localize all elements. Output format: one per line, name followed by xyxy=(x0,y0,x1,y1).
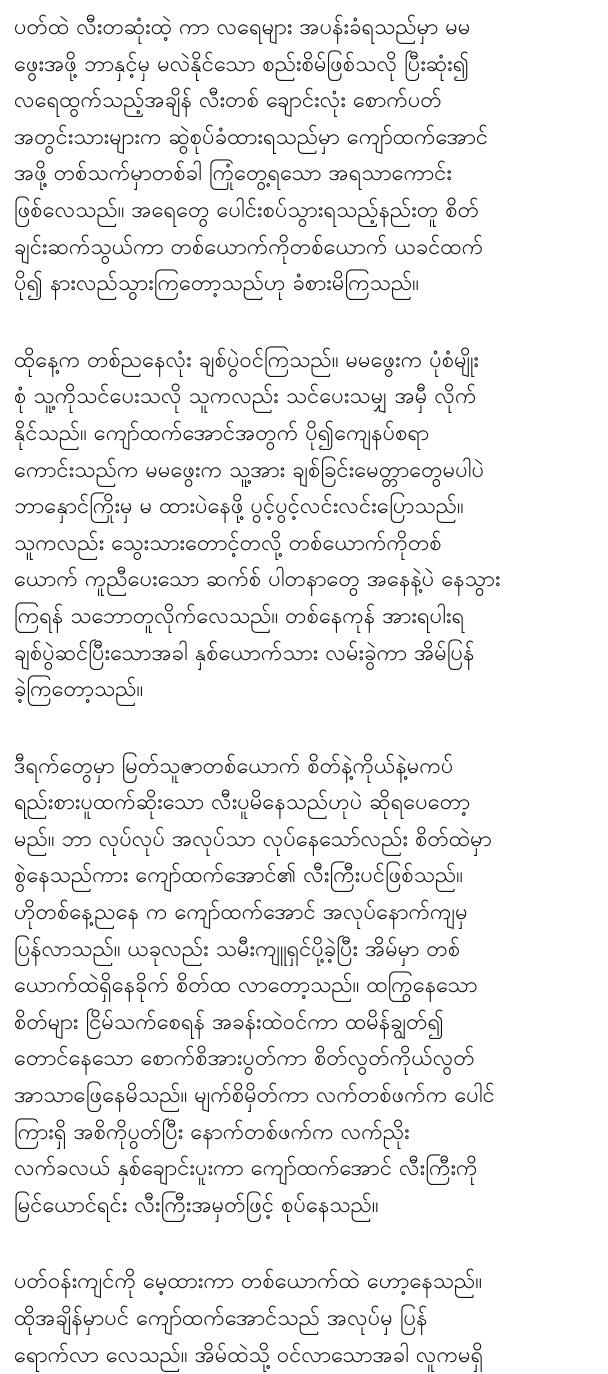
text-line: မည်။ ဘာ လုပ်လုပ် အလုပ်သာ လုပ်နေသော်လည်း စိတ်ထဲမှာ xyxy=(14,826,492,852)
text-line: ရည်းစားပူထက်ဆိုးသော လီးပူမိနေသည်ဟုပဲ ဆိုရပေတော့ xyxy=(14,790,471,816)
text-line: ပို၍ နားလည်သွားကြတော့သည်ဟု ခံစားမိကြသည်။ xyxy=(14,271,419,297)
paragraph-3 xyxy=(14,749,594,1225)
text-line: ဒီရက်တွေမှာ မြတ်သူဇာတစ်ယောက် စိတ်နဲ့ကိုယ်နဲ့မကပ် xyxy=(14,753,454,779)
text-line: သူကလည်း သွေးသားတောင့်တလို့ တစ်ယောက်ကိုတစ် xyxy=(14,530,442,556)
text-line: တောင်နေသော စောက်စိအားပွတ်ကာ စိတ်လွတ်ကိုယ်လွတ် xyxy=(14,1046,475,1072)
text-line: ဟိုတစ်နေ့ညနေ က ကျော်ထက်အောင် အလုပ်နောက်ကျမှ xyxy=(14,900,468,926)
text-line: လရေထွက်သည့်အချိန် လီးတစ် ချောင်းလုံး စောက်ပတ် xyxy=(14,88,442,114)
text-line: ဘာနှောင်ကြိုးမှ မ ထားပဲနေဖို့ ပွင့်ပွင့်လင်းလင်းပြောသည်။ xyxy=(14,494,464,520)
text-line: ကောင်းသည်က မမဖွေးက သူ့အား ချစ်ခြင်းမေတ္တာတွေမပါပဲ xyxy=(14,457,485,483)
text-line: ကြားရှိ အစိကိုပွတ်ပြီး နောက်တစ်ဖက်က လက်ညိုး xyxy=(14,1119,410,1145)
paragraph-4 xyxy=(14,1264,594,1374)
text-line: လက်ခလယ် နှစ်ချောင်းပူးကာ ကျော်ထက်အောင် လီးကြီးကို xyxy=(14,1156,478,1182)
text-line: မြင်ယောင်ရင်း လီးကြီးအမှတ်ဖြင့် စုပ်နေသည်။ xyxy=(14,1192,379,1218)
text-line: ပတ်ဝန်းကျင်ကို မေ့ထားကာ တစ်ယောက်ထဲ ဟော့နေသည်။ xyxy=(14,1269,482,1295)
text-line: ခဲ့ကြတော့သည်။ xyxy=(14,677,144,703)
text-line: ဖွေးအဖို့ ဘာနှင့်မှ မလဲနိုင်သော စည်းစိမ်ဖြစ်သလို ပြီးဆုံး၍ xyxy=(14,51,470,77)
text-line: အဖို့ တစ်သက်မှာတစ်ခါ ကြုံတွေ့ရသော အရသာကောင်း xyxy=(14,161,452,187)
text-line: ယောက်ထဲရှိနေခိုက် စိတ်ထ လာတော့သည်။ ထကြွနေသော xyxy=(14,973,478,999)
text-line: ထိုနေ့က တစ်ညနေလုံး ချစ်ပွဲဝင်ကြသည်။ မမဖွေးက ပုံစံမျိုး xyxy=(14,347,479,373)
text-line: ချစ်ပွဲဆင်ပြီးသောအခါ နှစ်ယောက်သား လမ်းခွဲကာ အိမ်ပြန် xyxy=(14,640,475,666)
text-line: ကြရန် သဘောတူလိုက်လေသည်။ တစ်နေကုန် အားရပါးရ xyxy=(14,603,465,629)
text-line: အတွင်းသားများက ဆွဲစုပ်ခံထားရသည်မှာ ကျော်ထက်အောင် xyxy=(14,124,489,150)
text-line: စွဲနေသည်ကား ကျော်ထက်အောင်၏ လီးကြီးပင်ဖြစ်သည်။ xyxy=(14,863,463,889)
text-line: ဖြစ်လေသည်။ အရေတွေ ပေါင်းစပ်သွားရသည့်နည်းတူ စိတ် xyxy=(14,197,480,223)
text-line: ပတ်ထဲ လီးတဆုံးထဲ့ ကာ လရေများ အပန်းခံရသည်မှာ မမ xyxy=(14,15,471,40)
text-line: ရောက်လာ လေသည်။ အိမ်ထဲသို့ ဝင်လာသောအခါ လူကမရှိ xyxy=(14,1342,484,1368)
paragraph-1 xyxy=(14,10,594,303)
text-line: အာသာဖြေနေမိသည်။ မျက်စိမှိတ်ကာ လက်တစ်ဖက်က ပေါင် xyxy=(14,1083,495,1109)
text-line: ထိုအချိန်မှာပင် ကျော်ထက်အောင်သည် အလုပ်မှ ပြန် xyxy=(14,1306,428,1331)
text-line: စိတ်များ ငြိမ်သက်စေရန် အခန်းထဲဝင်ကာ ထမိန်ချွတ်၍ xyxy=(14,1009,444,1035)
text-line: နိုင်သည်။ ကျော်ထက်အောင်အတွက် ပို၍ကျေနပ်စရာ xyxy=(14,420,430,446)
text-line: ပြန်လာသည်။ ယခုလည်း သမီးကျူရှင်ပို့ခဲ့ပြီး အိမ်မှာ တစ် xyxy=(14,936,461,962)
paragraph-2 xyxy=(14,343,594,709)
text-line: ချင်းဆက်သွယ်ကာ တစ်ယောက်ကိုတစ်ယောက် ယခင်ထက် xyxy=(14,234,484,260)
text-line: စုံ သူ့ကိုသင်ပေးသလို သူကလည်း သင်ပေးသမျှ အမှီ လိုက် xyxy=(14,384,477,410)
text-line: ယောက် ကူညီပေးသော ဆက်စ် ပါတနာတွေ အနေနဲ့ပဲ နေသွား xyxy=(14,567,501,593)
